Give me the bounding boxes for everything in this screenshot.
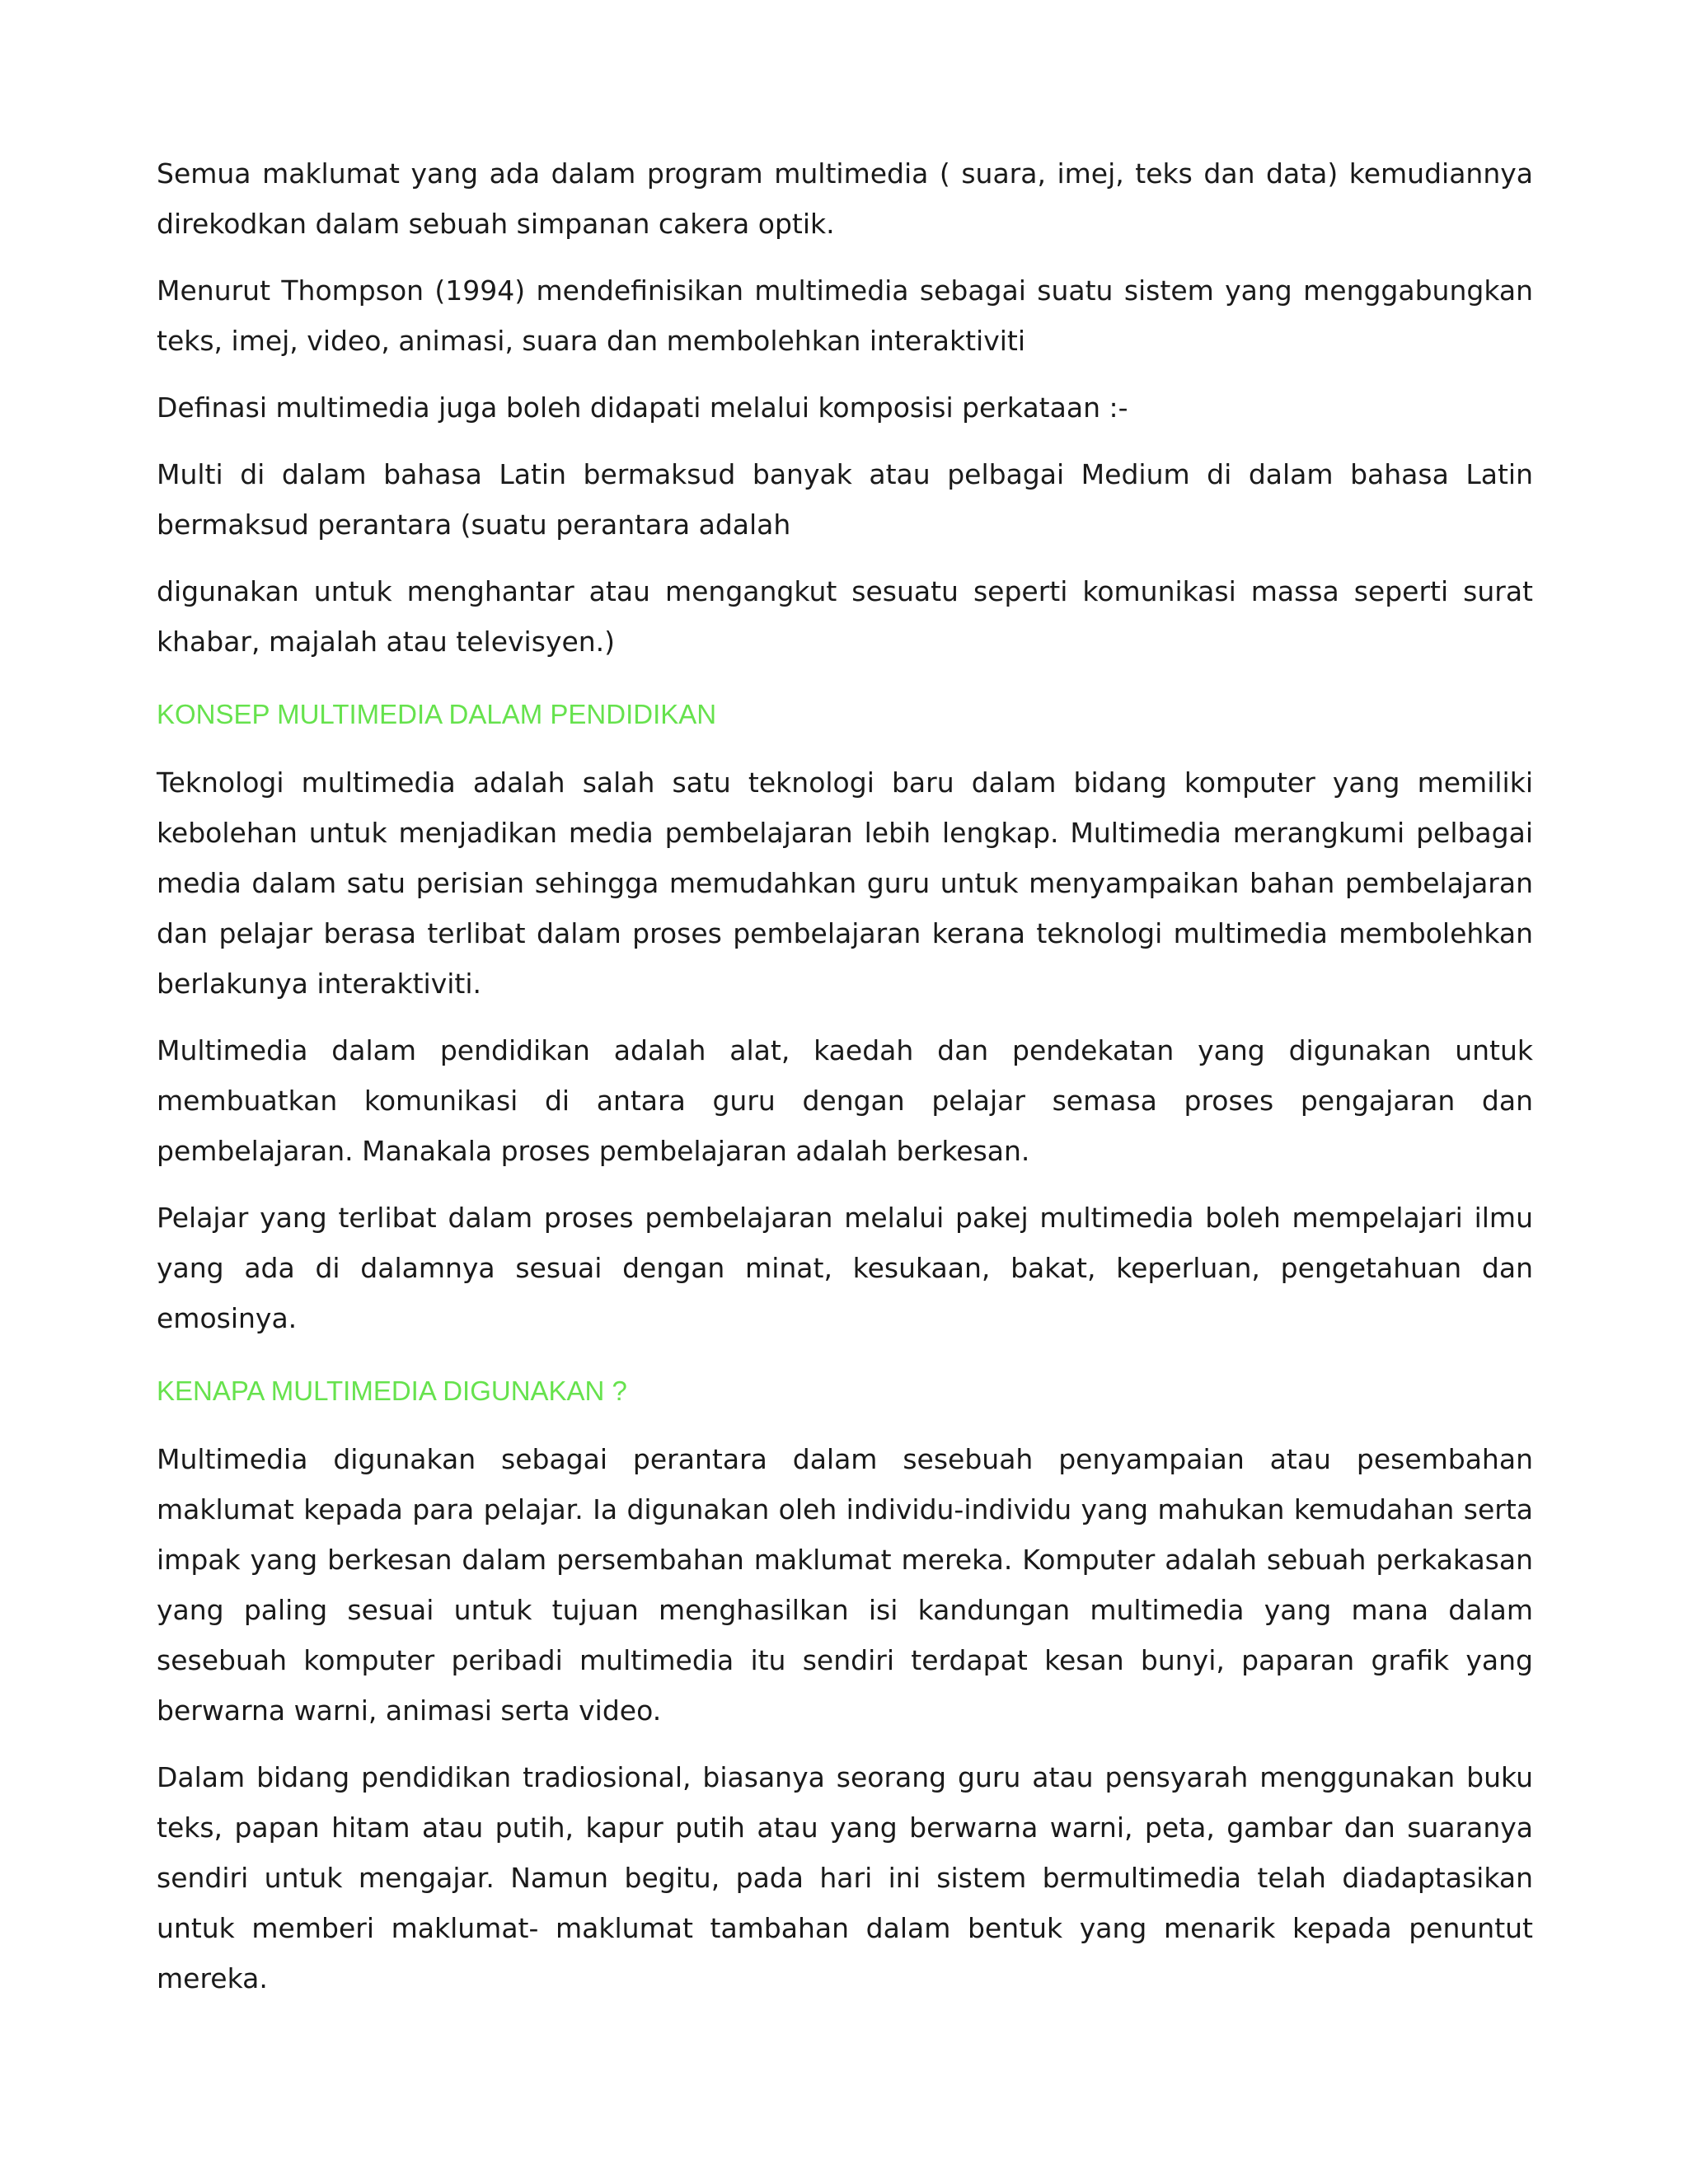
paragraph-intro-1: Semua maklumat yang ada dalam program multimedia ( suara, imej, teks dan data) kemudiannya direkodkan dalam sebuah simpanan cakera optik. [157,157,1533,240]
paragraph-kenapa-2: Dalam bidang pendidikan tradiosional, biasanya seorang guru atau pensyarah menggunakan buku teks, papan hitam atau putih, kapur putih atau yang berwarna warni, peta, gambar dan suaranya sendiri untuk mengajar. Namun begitu, pada hari ini sistem bermultimedia telah diadaptasikan untuk memberi maklumat- maklumat tambahan dalam bentuk yang menarik kepada penuntut mereka. [157,1761,1533,1994]
section-heading-konsep: KONSEP MULTIMEDIA DALAM PENDIDIKAN [157,699,717,729]
paragraph-intro-3: Definasi multimedia juga boleh didapati melalui komposisi perkataan :- [157,391,1128,424]
paragraph-intro-2: Menurut Thompson (1994) mendefinisikan multimedia sebagai suatu sistem yang menggabungkan teks, imej, video, animasi, suara dan membolehkan interaktiviti [157,274,1533,357]
paragraph-intro-5: digunakan untuk menghantar atau mengangkut sesuatu seperti komunikasi massa seperti surat khabar, majalah atau televisyen.) [157,575,1533,658]
paragraph-konsep-3: Pelajar yang terlibat dalam proses pembelajaran melalui pakej multimedia boleh mempelajari ilmu yang ada di dalamnya sesuai dengan minat, kesukaan, bakat, keperluan, pengetahuan dan emosinya. [157,1202,1533,1334]
document-content [157,148,1533,2020]
section-heading-kenapa: KENAPA MULTIMEDIA DIGUNAKAN ? [157,1376,627,1406]
paragraph-konsep-2: Multimedia dalam pendidikan adalah alat, kaedah dan pendekatan yang digunakan untuk membuatkan komunikasi di antara guru dengan pelajar semasa proses pengajaran dan pembelajaran. Manakala proses pembelajaran adalah berkesan. [157,1034,1533,1167]
paragraph-intro-4: Multi di dalam bahasa Latin bermaksud banyak atau pelbagai Medium di dalam bahasa Latin bermaksud perantara (suatu perantara adalah [157,458,1533,541]
paragraph-konsep-1: Teknologi multimedia adalah salah satu teknologi baru dalam bidang komputer yang memiliki kebolehan untuk menjadikan media pembelajaran lebih lengkap. Multimedia merangkumi pelbagai media dalam satu perisian sehingga memudahkan guru untuk menyampaikan bahan pembelajaran dan pelajar berasa terlibat dalam proses pembelajaran kerana teknologi multimedia membolehkan berlakunya interaktiviti. [157,766,1533,1000]
paragraph-kenapa-1: Multimedia digunakan sebagai perantara dalam sesebuah penyampaian atau pesembahan maklumat kepada para pelajar. Ia digunakan oleh individu-individu yang mahukan kemudahan serta impak yang berkesan dalam persembahan maklumat mereka. Komputer adalah sebuah perkakasan yang paling sesuai untuk tujuan menghasilkan isi kandungan multimedia yang mana dalam sesebuah komputer peribadi multimedia itu sendiri terdapat kesan bunyi, paparan grafik yang berwarna warni, animasi serta video. [157,1443,1533,1727]
